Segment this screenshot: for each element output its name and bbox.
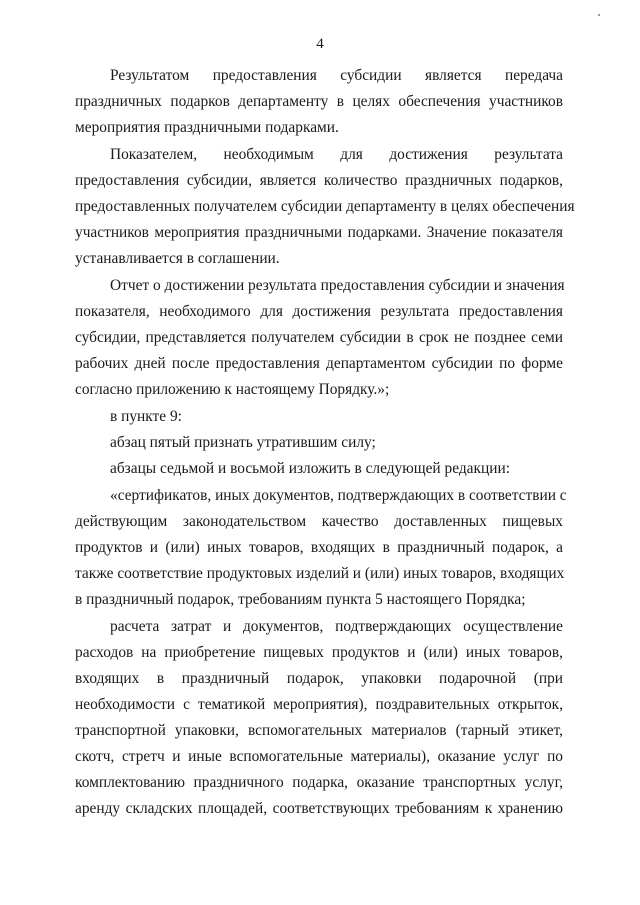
text-line: расходов на приобретение пищевых продуктов и (или) иных товаров, (75, 644, 563, 661)
text-line: абзацы седьмой и восьмой изложить в следующей редакции: (110, 460, 510, 477)
text-line: в праздничный подарок, требованиям пункта 5 настоящего Порядка; (75, 591, 526, 608)
text-line: устанавливается в соглашении. (75, 250, 280, 267)
text-line: Показателем, необходимым для достижения результата (110, 146, 563, 163)
text-line: «сертификатов, иных документов, подтверждающих в соответствии с (110, 487, 567, 504)
text-line: рабочих дней после предоставления департаментом субсидии по форме (75, 355, 563, 372)
text-line: субсидии, представляется получателем субсидии в срок не позднее семи (75, 329, 563, 346)
text-line: показателя, необходимого для достижения результата предоставления (75, 303, 563, 320)
text-line: также соответствие продуктовых изделий и (или) иных товаров, входящих (75, 565, 565, 582)
text-line: расчета затрат и документов, подтверждающих осуществление (110, 618, 563, 635)
scan-speck (598, 14, 600, 16)
text-line: Отчет о достижении результата предоставления субсидии и значения (110, 277, 565, 294)
text-line: предоставленных получателем субсидии департаменту в целях обеспечения (75, 198, 575, 215)
text-line: праздничных подарков департаменту в целях обеспечения участников (75, 93, 563, 110)
page-number: 4 (316, 36, 324, 52)
text-line: согласно приложению к настоящему Порядку.»; (75, 381, 390, 398)
text-line: действующим законодательством качество доставленных пищевых (75, 513, 563, 530)
text-line: предоставления субсидии, является количество праздничных подарков, (75, 172, 563, 189)
text-line: транспортной упаковки, вспомогательных материалов (тарный этикет, (75, 722, 563, 739)
text-line: Результатом предоставления субсидии является передача (110, 67, 563, 84)
text-line: скотч, стретч и иные вспомогательные материалы), оказание услуг по (75, 748, 563, 765)
text-line: аренду складских площадей, соответствующих требованиям к хранению (75, 800, 563, 817)
text-line: необходимости с тематикой мероприятия), поздравительных открыток, (75, 696, 563, 713)
text-line: участников мероприятия праздничными подарками. Значение показателя (75, 224, 563, 241)
text-line: абзац пятый признать утратившим силу; (110, 434, 376, 451)
text-line: комплектованию праздничного подарка, оказание транспортных услуг, (75, 774, 563, 791)
text-line: мероприятия праздничными подарками. (75, 119, 339, 136)
text-line: входящих в праздничный подарок, упаковки подарочной (при (75, 670, 563, 687)
text-line: продуктов и (или) иных товаров, входящих в праздничный подарок, а (75, 539, 563, 556)
text-line: в пункте 9: (110, 408, 182, 425)
